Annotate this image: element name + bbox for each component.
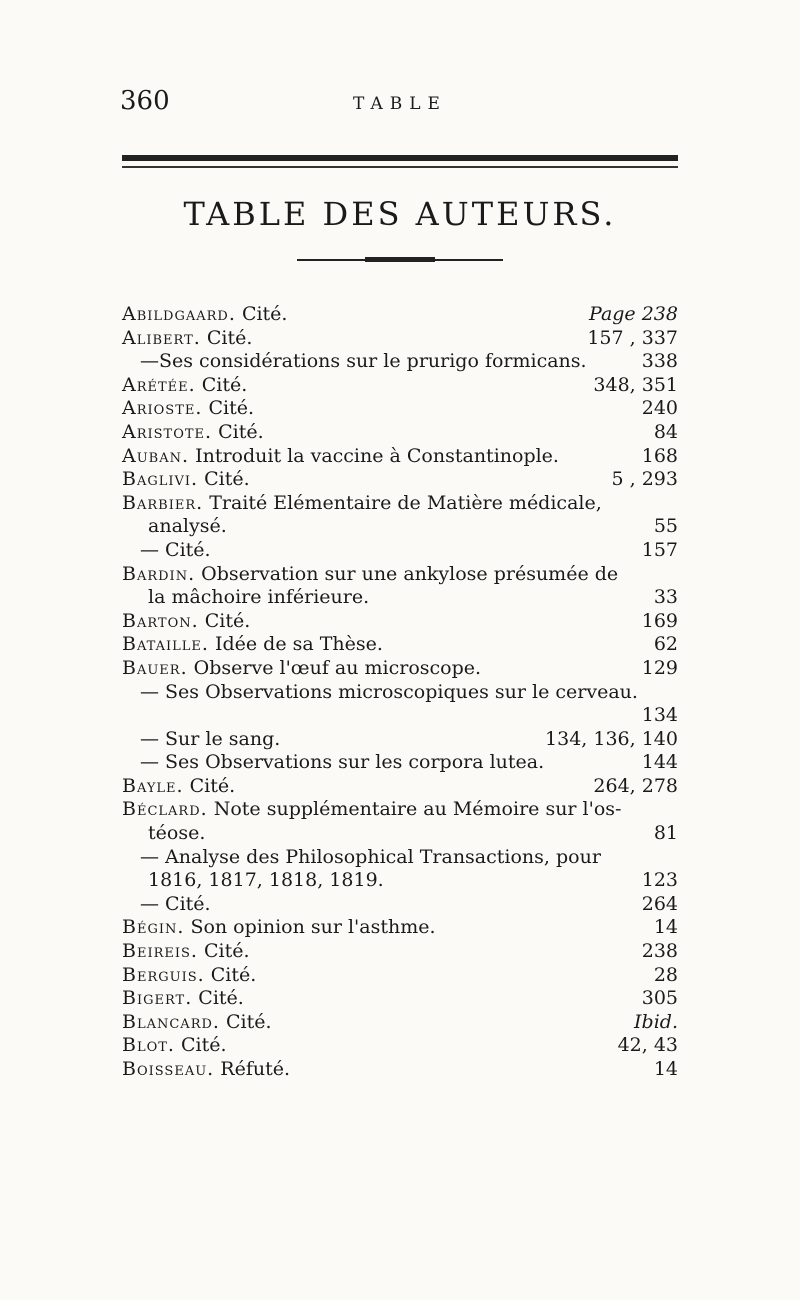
entry-description: Introduit la vaccine à Constantinople. [195,444,559,467]
entry-description: Cité. [218,420,264,443]
entry-page: 264, 278 [593,774,678,797]
index-entry [122,350,678,374]
index-entry [122,704,678,728]
entry-description: Cité. [198,987,244,1010]
entry-text [122,633,383,657]
author-name: Bardin. [122,562,196,585]
entry-page: 42, 43 [617,1034,678,1057]
page-title: TABLE DES AUTEURS. [183,195,617,233]
author-name: Berguis. [122,963,205,986]
entry-page: 348, 351 [593,373,678,396]
entry-page: 134, 136, 140 [545,727,678,750]
author-name: Abildgaard. [122,303,236,325]
header-rule-thin [122,166,678,168]
entry-page: 134 [641,704,678,727]
entry-description: — Sur le sang. [140,727,281,750]
entry-page: 168 [641,444,678,467]
entry-page: Page 238 [589,303,678,325]
entry-page: 28 [653,963,678,986]
entry-description: Cité. [206,326,253,349]
entry-description: analysé. [148,515,227,538]
entry-text [122,987,244,1011]
running-title: TABLE [353,94,447,114]
index-entry [122,657,678,681]
index-entry [122,515,678,539]
index-entry [122,681,678,705]
entry-description: Observation sur une ankylose présumée de [201,562,619,585]
entry-page: 81 [653,822,678,845]
index-entry [122,728,678,752]
author-name: Bayle. [122,774,184,797]
entry-description: —Ses considérations sur le prurigo formicans. [140,350,587,373]
entry-page: 14 [653,916,678,939]
entry-text [140,350,587,374]
entry-text [122,775,235,799]
entry-text [122,397,254,421]
entry-text [122,1034,227,1058]
index-entry [122,1011,678,1035]
entry-description: Note supplémentaire au Mémoire sur l'os- [213,798,622,821]
entry-description: Son opinion sur l'asthme. [190,916,436,939]
author-name: Bauer. [122,656,188,679]
entry-page: 62 [653,633,678,656]
index-entry [122,940,678,964]
author-name: Barbier. [122,491,204,514]
author-name: Béclard. [122,798,208,821]
entry-description: — Analyse des Philosophical Transactions, pour [140,845,601,868]
author-name: Alibert. [122,326,201,349]
page-number: 360 [120,86,170,116]
index-entry [122,798,678,822]
entry-page: 55 [653,515,678,538]
entry-description: — Cité. [140,538,211,561]
entry-description: Observe l'œuf au microscope. [193,656,482,679]
entry-page: 129 [641,656,678,679]
entry-text [122,492,602,516]
entry-text [122,374,247,398]
index-entry [122,563,678,587]
entry-page: 144 [641,751,678,774]
header-rule-thick [122,155,678,161]
index-entry [122,893,678,917]
index-entry [122,492,678,516]
entry-description: Cité. [210,963,257,986]
title-rule [297,259,503,261]
index-entry [122,374,678,398]
entry-page: 123 [641,869,678,892]
author-name: Baglivi. [122,468,199,491]
entry-description: — Ses Observations microscopiques sur le cerveau. [140,680,638,703]
entry-text [122,421,264,445]
author-name: Bataille. [122,633,209,656]
index-entry [122,327,678,351]
index-entry [122,303,678,327]
entry-page: 157 [641,538,678,561]
entry-text [122,1011,272,1035]
entry-description: Cité. [201,373,248,396]
index-entry [122,775,678,799]
entry-page: 169 [641,609,678,632]
entry-text [122,327,252,351]
entry-description: téose. [148,822,206,845]
index-entry [122,610,678,634]
entry-description: Cité. [204,468,250,491]
entry-text [122,303,287,327]
index-entry [122,539,678,563]
index-entry [122,751,678,775]
author-name: Auban. [122,444,190,467]
entry-text [122,1058,290,1082]
index-entry [122,869,678,893]
index-entry [122,987,678,1011]
entry-page: 264 [641,892,678,915]
entry-page: 5 , 293 [611,468,678,491]
entry-description: la mâchoire inférieure. [148,586,370,609]
index-entry [122,586,678,610]
index-entry [122,846,678,870]
entry-text [122,964,256,988]
entry-text [122,445,559,469]
author-name: Blancard. [122,1010,220,1033]
entry-description: 1816, 1817, 1818, 1819. [148,869,384,892]
entry-text [122,798,621,822]
entry-page: 14 [653,1058,678,1080]
entry-text [122,468,250,492]
author-name: Bégin. [122,916,185,939]
entry-text [140,893,211,917]
entry-page: 240 [641,397,678,420]
entry-description: Réfuté. [220,1058,291,1080]
entry-text [140,751,544,775]
index-entry [122,633,678,657]
entry-text [122,657,481,681]
author-index [122,303,678,1082]
entry-text [148,515,227,539]
index-entry [122,397,678,421]
entry-text [122,563,618,587]
entry-description: Cité. [181,1034,227,1057]
author-name: Barton. [122,609,199,632]
author-name: Blot. [122,1034,175,1057]
entry-text [122,940,250,964]
entry-text [122,916,436,940]
entry-text [140,681,638,705]
index-entry [122,822,678,846]
entry-description: — Ses Observations sur les corpora lutea. [140,751,545,774]
entry-page: 305 [641,987,678,1010]
entry-text [140,846,601,870]
entry-description: Cité. [204,940,250,963]
entry-description: Cité. [204,609,251,632]
entry-description: Idée de sa Thèse. [214,633,383,656]
index-entry [122,445,678,469]
author-name: Beireis. [122,940,198,963]
entry-text [148,869,384,893]
entry-text [148,586,369,610]
entry-page: 338 [641,350,678,373]
index-entry [122,1058,678,1082]
entry-page: 84 [653,420,678,443]
author-name: Boisseau. [122,1058,215,1080]
entry-description: Traité Elémentaire de Matière médicale, [209,491,602,514]
entry-page: 238 [641,940,678,963]
index-entry [122,916,678,940]
author-name: Arioste. [122,397,203,420]
author-name: Arétée. [122,373,196,396]
entry-description: — Cité. [140,892,211,915]
entry-text [148,822,205,846]
entry-page: 157 , 337 [587,326,678,349]
author-name: Bigert. [122,987,193,1010]
running-head [120,86,680,126]
entry-text [140,539,211,563]
entry-description: Cité. [189,774,236,797]
index-entry [122,1034,678,1058]
entry-description: Cité. [208,397,255,420]
index-entry [122,468,678,492]
entry-text [122,610,250,634]
entry-page: Ibid. [634,1010,678,1033]
index-entry [122,421,678,445]
entry-description: Cité. [241,303,288,325]
index-entry [122,964,678,988]
entry-description: Cité. [226,1010,272,1033]
author-name: Aristote. [122,420,213,443]
entry-page: 33 [653,586,678,609]
entry-text [140,728,280,752]
